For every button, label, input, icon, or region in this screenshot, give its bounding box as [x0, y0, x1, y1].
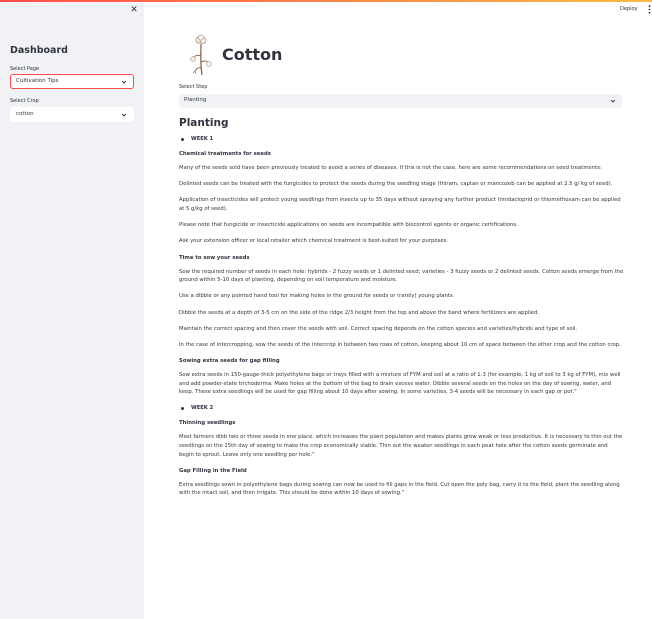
paragraph: Dibble the seeds at a depth of 3-5 cm on the side of the ridge 2/3 height from the top and above the band where fertilizers are applied.	[179, 309, 540, 316]
cotton-plant-icon	[188, 34, 214, 76]
paragraph: Application of insecticides will protect young seedlings from insects up to 35 days without spraying any further product (imidacloprid or thiomethoxam can be applied at 5 g/kg of seed).	[179, 197, 621, 212]
top-decoration-bar	[0, 0, 652, 2]
paragraph: Please note that fungicide or insecticide applications on seeds are incompatible with biocontrol agents or organic certifications.	[179, 222, 518, 229]
step-select[interactable]	[179, 94, 622, 108]
chevron-down-icon	[610, 98, 616, 104]
main-content	[144, 0, 652, 619]
paragraph: Sow the required number of seeds in each hole: hybrids - 2 fuzzy seeds or 1 delinted seed; varieties - 3 fuzzy seeds or 2 delinted seeds. Cotton seeds emerge from the ground within 5-10 days of planting, depending on soil temperature and moisture.	[179, 268, 624, 284]
sidebar	[0, 0, 144, 619]
step-select-value: Planting	[184, 97, 207, 103]
subheading: Sowing extra seeds for gap filling	[179, 358, 280, 365]
paragraph: Most farmers dibb two or three seeds in one place, which increases the plant population and makes plants grow weak or less productive. It is necessary to thin out the seedlings on the 15th day of sowing to make the crop economically viable. Thin out the weaker seedlings in each peat hole after the cotton seeds germinate and begin to sprout. Leave only one seedling per hole."	[179, 434, 623, 458]
sidebar-title: Dashboard	[10, 45, 68, 56]
section-title: Planting	[179, 117, 229, 129]
page-select[interactable]	[10, 74, 134, 89]
week-2-label: WEEK 2	[179, 404, 624, 412]
page-select-label: Select Page	[10, 66, 40, 72]
paragraph: Maintain the correct spacing and then cover the seeds with soil. Correct spacing depends on the cotton species and varieties/hybrids and type of soil.	[179, 325, 578, 332]
week-1-label: WEEK 1	[179, 135, 624, 143]
subheading: Chemical treatments for seeds	[179, 151, 271, 157]
deploy-button[interactable]: Deploy	[620, 6, 638, 12]
paragraph: Delinted seeds can be treated with the fungicides to protect the seeds during the seedling stage (thiram, captan or mancozeb can be applied at 2.5 g/ kg of seed).	[179, 181, 613, 188]
page-title: Cotton	[222, 45, 283, 64]
subheading: Thinning seedlings	[179, 420, 236, 427]
paragraph: Extra seedlings sown in polyethylene bags during sowing can now be used to fill gaps in the field. Cut open the poly bag, carry it to the field, plant the seedling along with the intact soil, and then irrigate. This should be done within 10 days of sowing."	[179, 481, 620, 497]
close-icon[interactable]: ✕	[130, 5, 138, 15]
crop-select-label: Select Crop	[10, 98, 39, 104]
paragraph: Sow extra seeds in 150-gauge-thick polyethylene bags or trays filled with a mixture of FYM and soil at a ratio of 1:3 (for example, 1 kg of soil to 3 kg of FYM), mix well and add powder-state trichoderma. Make holes at the bottom of the bag to drain excess water. Dibble several seeds on the holes on the day of sowing, water, and keep. These extra seedlings will be used for gap filling about 10 days after sowing. In some varieties, 3-4 seeds will be necessary in each gap or pot."	[179, 372, 621, 396]
crop-select[interactable]	[10, 107, 134, 122]
step-select-label: Select Step	[179, 84, 208, 90]
chevron-down-icon	[121, 112, 127, 118]
page-select-value: Cultivation Tips	[16, 78, 59, 84]
paragraph: Many of the seeds sold have been previously treated to avoid a series of diseases. If this is not the case, here are some recommendations on seed treatments:	[179, 165, 602, 171]
chevron-down-icon	[121, 79, 127, 85]
paragraph: In the case of intercropping, sow the seeds of the intercrop in between two rows of cotton, keeping about 10 cm of space between the other crop and the cotton crop.	[179, 341, 621, 348]
step-content	[179, 117, 624, 506]
paragraph: Ask your extension officer or local retailer which chemical treatment is best-suited for your purposes.	[179, 238, 449, 245]
crop-select-value: cotton	[16, 111, 34, 117]
paragraph: Use a dibble or any pointed hand tool for making holes in the ground for seeds or (rarely) young plants.	[179, 293, 455, 300]
subheading: Time to sow your seeds	[179, 254, 250, 261]
subheading: Gap Filling in the Field	[179, 467, 247, 474]
